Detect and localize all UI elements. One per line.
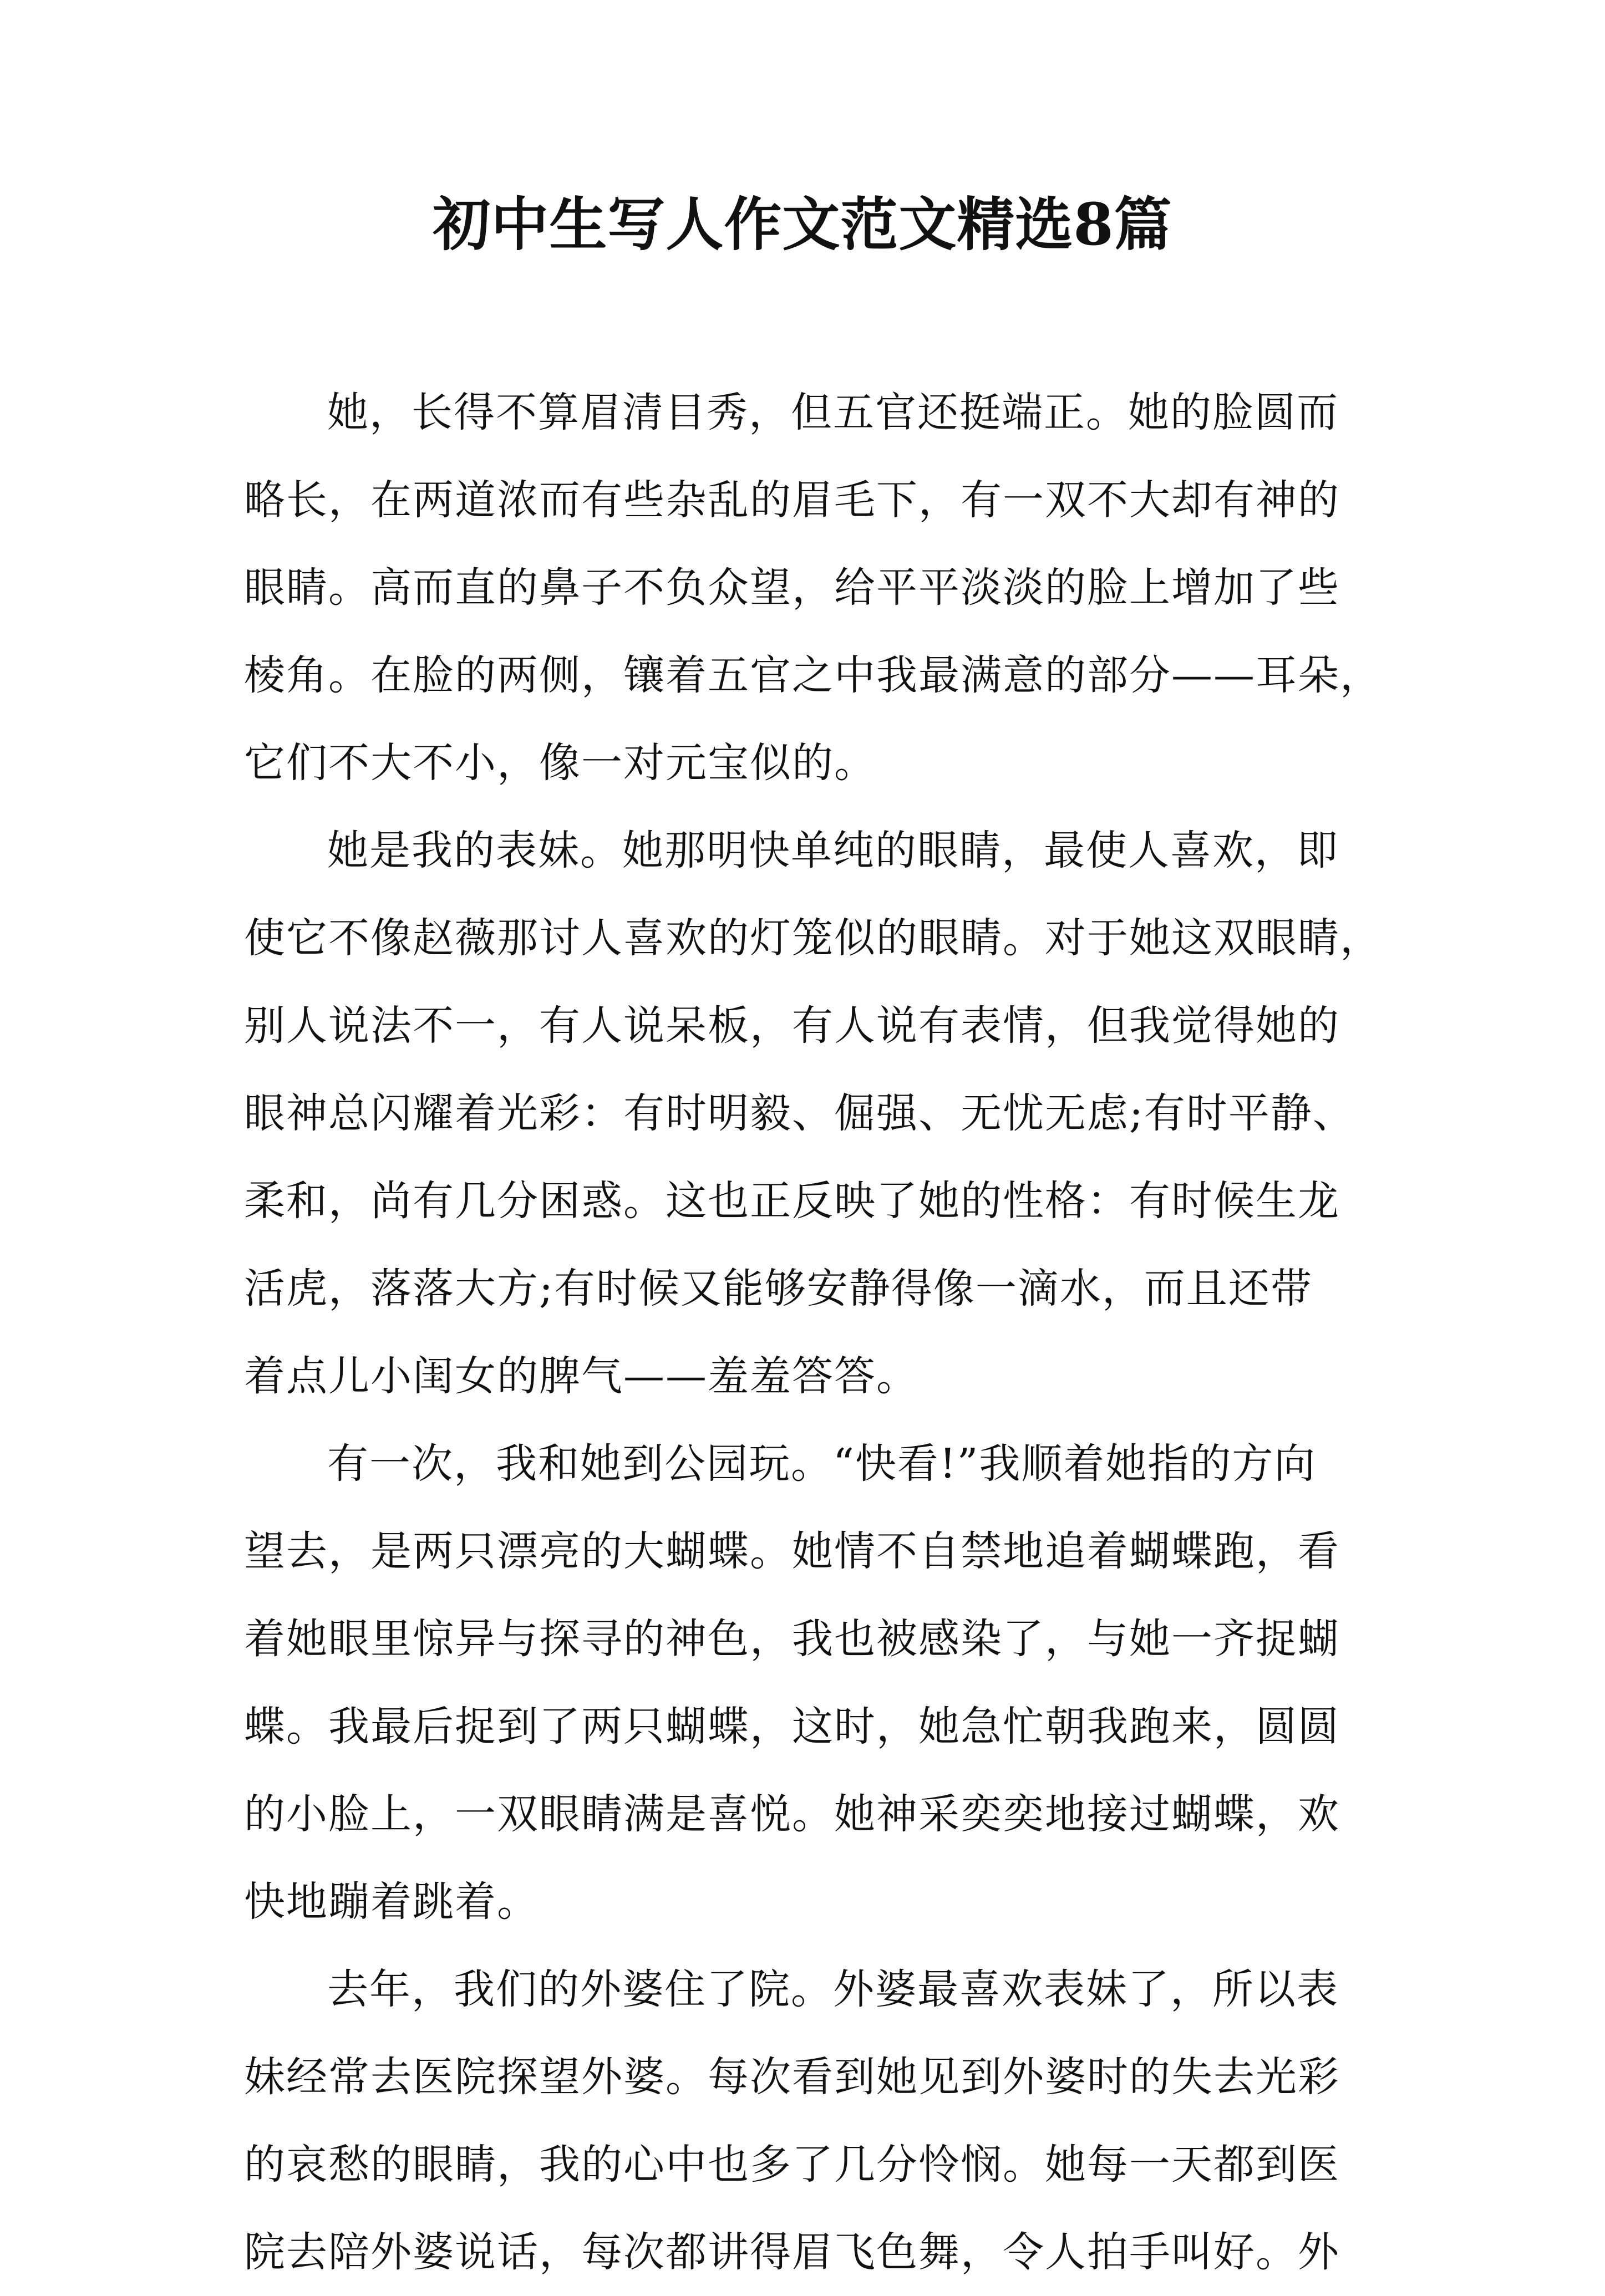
paragraph-line: 略长，在两道浓而有些杂乱的眉毛下，有一双不大却有神的 xyxy=(244,476,1340,524)
paragraph-line: 院去陪外婆说话，每次都讲得眉飞色舞，令人拍手叫好。外 xyxy=(244,2228,1340,2276)
paragraph-line: 的小脸上，一双眼睛满是喜悦。她神采奕奕地接过蝴蝶，欢 xyxy=(244,1790,1340,1838)
paragraph-line: 它们不大不小，像一对元宝似的。 xyxy=(244,739,876,787)
paragraph-line: 别人说法不一，有人说呆板，有人说有表情，但我觉得她的 xyxy=(244,1002,1340,1050)
paragraph-line: 蝶。我最后捉到了两只蝴蝶，这时，她急忙朝我跑来，圆圆 xyxy=(244,1703,1340,1750)
paragraph-line: 眼睛。高而直的鼻子不负众望，给平平淡淡的脸上增加了些 xyxy=(244,564,1340,612)
paragraph-line: 活虎，落落大方;有时候又能够安静得像一滴水，而且还带 xyxy=(244,1265,1313,1312)
paragraph-2 xyxy=(244,807,1381,1420)
paragraph-line: 妹经常去医院探望外婆。每次看到她见到外婆时的失去光彩 xyxy=(244,2053,1340,2101)
document-title: 初中生写人作文范文精选8篇 xyxy=(433,190,1172,258)
paragraph-line: 柔和，尚有几分困惑。这也正反映了她的性格：有时候生龙 xyxy=(244,1177,1340,1225)
document-body xyxy=(244,369,1381,2296)
paragraph-line: 去年，我们的外婆住了院。外婆最喜欢表妹了，所以表 xyxy=(327,1966,1339,2013)
paragraph-line: 她，长得不算眉清目秀，但五官还挺端正。她的脸圆而 xyxy=(327,389,1339,436)
paragraph-line: 棱角。在脸的两侧，镶着五官之中我最满意的部分——耳朵， xyxy=(244,651,1382,699)
paragraph-line: 眼神总闪耀着光彩：有时明毅、倔强、无忧无虑;有时平静、 xyxy=(244,1090,1355,1137)
paragraph-line: 望去，是两只漂亮的大蝴蝶。她情不自禁地追着蝴蝶跑，看 xyxy=(244,1528,1340,1575)
paragraph-line: 使它不像赵薇那讨人喜欢的灯笼似的眼睛。对于她这双眼睛， xyxy=(244,914,1382,962)
paragraph-line: 着点儿小闺女的脾气——羞羞答答。 xyxy=(244,1352,918,1400)
paragraph-line: 着她眼里惊异与探寻的神色，我也被感染了，与她一齐捉蝴 xyxy=(244,1615,1340,1663)
paragraph-line: 快地蹦着跳着。 xyxy=(244,1878,539,1926)
paragraph-4 xyxy=(244,1946,1381,2296)
paragraph-line: 的哀愁的眼睛，我的心中也多了几分怜悯。她每一天都到医 xyxy=(244,2141,1340,2188)
paragraph-line: 她是我的表妹。她那明快单纯的眼睛，最使人喜欢，即 xyxy=(327,827,1339,874)
paragraph-line: 有一次，我和她到公园玩。“快看!”我顺着她指的方向 xyxy=(327,1440,1317,1488)
paragraph-3 xyxy=(244,1420,1381,1946)
paragraph-1 xyxy=(244,369,1381,807)
